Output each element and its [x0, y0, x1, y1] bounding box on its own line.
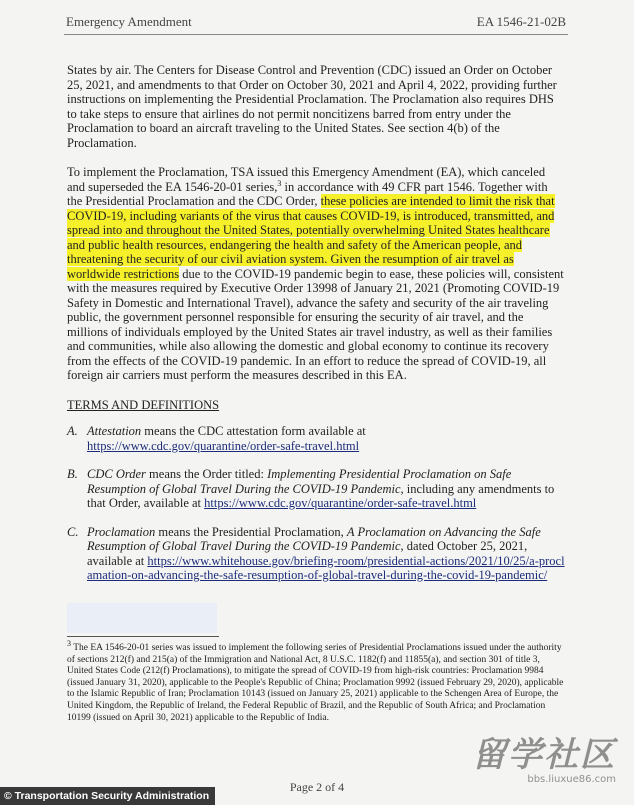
- terms-heading: TERMS AND DEFINITIONS: [67, 397, 220, 412]
- header-title: Emergency Amendment: [66, 14, 192, 29]
- paragraph-2: [67, 165, 565, 383]
- definition-text: means the Presidential Proclamation,: [155, 524, 347, 539]
- definition-text-2: , including any amendments to that Order, available at: [87, 481, 555, 510]
- paragraph-2-part-3: due to the COVID-19 pandemic begin to ease, these policies will, consistent with the measures required by Executive Order 13998 of January 21, 2021 (Promoting COVID-19 Safety in Domestic and International Travel), advance the safety and security of the air traveling public, the government personnel responsible for ensuring the security of air travel, and the millions of individuals employed by the United States air travel industry, as well as their families and communities, while also allowing the domestic and global economy to continue its recovery from the effects of the COVID-19 pandemic. In an effort to reduce the spread of COVID-19, all foreign air carriers must perform the measures described in this EA.: [67, 266, 564, 382]
- definition-term: CDC Order: [87, 467, 146, 481]
- paragraph-1: States by air. The Centers for Disease Control and Prevention (CDC) issued an Order on October 25, 2021, and amendments to that Order on October 30, 2021 and April 4, 2022, providing further instructions on implementing the Presidential Proclamation. The Proclamation also requires DHS to take steps to ensure that airlines do not permit noncitizens barred from entry under the Proclamation to board an aircraft traveling to the United States. See section 4(b) of the Proclamation.: [67, 63, 557, 150]
- definition-cdc-order: [67, 467, 565, 511]
- definition-text-2: , dated October 25, 2021, available at: [87, 539, 528, 568]
- definition-proclamation: [67, 525, 565, 583]
- document-body: [67, 63, 565, 597]
- definition-letter: B.: [67, 467, 78, 481]
- highlighted-text: these policies are intended to limit the risk that COVID-19, including variants of the virus that causes COVID-19, is introduced, transmitted, and spread into and throughout the United States, potentially overwhelming United States healthcare and public health resources, endangering the health and safety of the American people, and threatening the security of our civil aviation system. Given the resumption of air travel as worldwide restrictions: [67, 194, 555, 281]
- footnote-ref[interactable]: 3: [277, 178, 282, 188]
- paragraph-2-part-1: To implement the Proclamation, TSA issued this Emergency Amendment (EA), which canceled and superseded the EA 1546-20-01 series,: [67, 165, 546, 194]
- proclamation-title: A Proclamation on Advancing the Safe Resumption of Global Travel During the COVID-19 Pandemic: [87, 524, 541, 553]
- redacted-region: [67, 603, 217, 633]
- definition-term: Proclamation: [87, 524, 156, 539]
- header-doc-number: EA 1546-21-02B: [476, 14, 566, 29]
- footnote-text: The EA 1546-20-01 series was issued to implement the following series of Presidential Proclamations issued under the authority of sections 212(f) and 215(a) of the Immigration and National Act, 8 U.S.C. 1182(f) and 11855(a), and section 301 of title 3, United States Code (212(f) Proclamations), to mitigate the spread of COVID-19 from high-risk countries: Proclamation 9984 (issued January 31, 2020), applicable to the People's Republic of China; Proclamation 9992 (issued February 29, 2020), applicable to the Islamic Republic of Iran; Proclamation 10143 (issued on January 25, 2021) applicable to the Schengen Area of Europe, the United Kingdom, the Republic of Ireland, the Federal Republic of Brazil, and the Republic of South Africa; and Proclamation 10199 (issued on April 30, 2021) applicable to the Republic of India.: [67, 643, 564, 723]
- footnote: [67, 638, 564, 724]
- order-title: Implementing Presidential Proclamation on Safe Resumption of Global Travel During the COVID-19 Pandemic: [87, 467, 512, 496]
- header-rule: [64, 34, 568, 35]
- cdc-link[interactable]: https://www.cdc.gov/quarantine/order-safe-travel.html: [87, 438, 360, 453]
- definition-text: means the Order titled:: [145, 467, 268, 481]
- photo-credit: © Transportation Security Administration: [0, 787, 215, 805]
- definition-term: Attestation: [87, 424, 142, 438]
- definition-text: means the CDC attestation form available at: [141, 424, 366, 438]
- definition-attestation: [67, 424, 565, 453]
- definition-letter: C.: [67, 524, 79, 539]
- watermark-logo-text: 留学社区: [472, 735, 616, 775]
- whitehouse-link[interactable]: https://www.whitehouse.gov/briefing-room/presidential-actions/2021/10/25/a-proclamation-on-advancing-the-safe-resumption-of-global-travel-during-the-covid-19-pandemic/: [87, 553, 565, 582]
- definition-letter: A.: [67, 424, 78, 438]
- footnote-marker: 3: [67, 638, 71, 648]
- watermark-url: bbs.liuxue86.com: [527, 774, 616, 785]
- paragraph-2-part-2: in accordance with 49 CFR part 1546. Together with the Presidential Proclamation and the CDC Order,: [67, 179, 548, 208]
- cdc-order-link[interactable]: https://www.cdc.gov/quarantine/order-safe-travel.html: [204, 496, 477, 510]
- footnote-rule: [67, 636, 219, 637]
- page-number: Page 2 of 4: [289, 780, 345, 794]
- watermark: [472, 736, 616, 786]
